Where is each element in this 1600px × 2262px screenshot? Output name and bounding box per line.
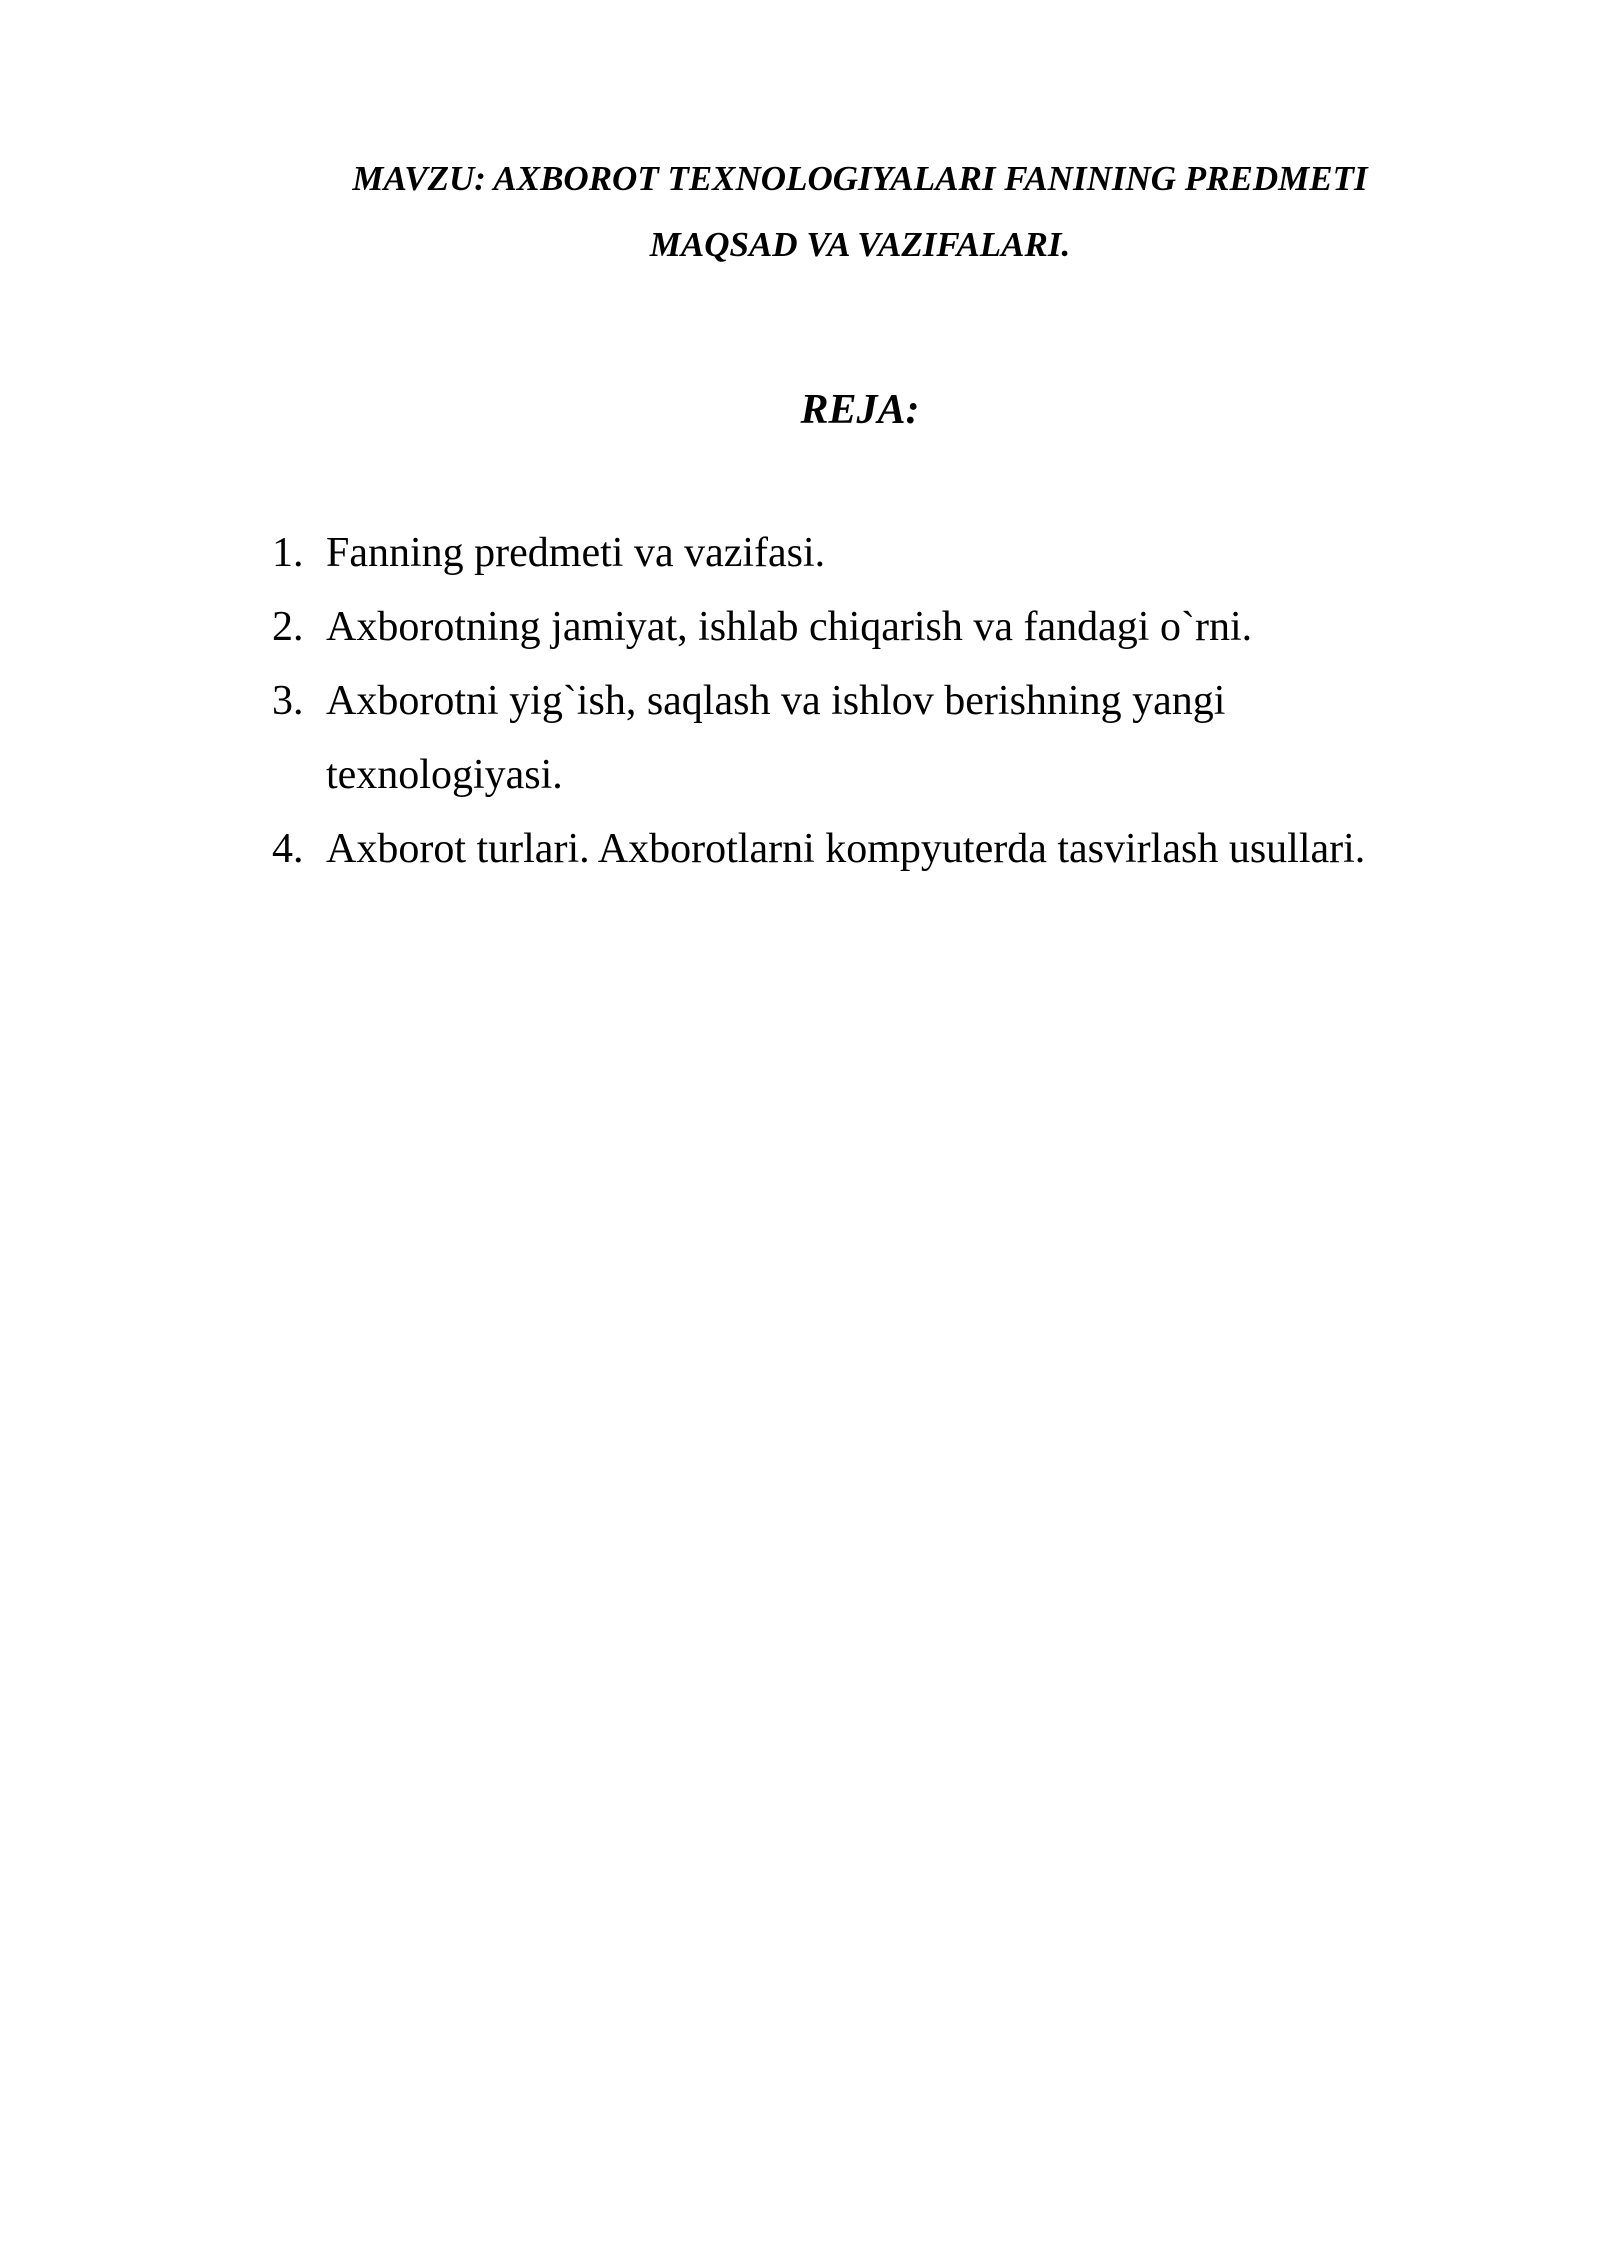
title-line-2: MAQSAD VA VAZIFALARI. bbox=[649, 225, 1071, 264]
plan-item-text: Fanning predmeti va vazifasi. bbox=[326, 530, 826, 576]
plan-item-text: Axborot turlari. Axborotlarni kompyuterda tasvirlash usullari. bbox=[326, 826, 1366, 872]
document-title bbox=[300, 146, 1420, 278]
plan-item bbox=[272, 812, 1452, 886]
plan-item-number: 3. bbox=[272, 678, 304, 724]
plan-item-text: Axborotni yig`ish, saqlash va ishlov berishning yangi texnologiyasi. bbox=[326, 678, 1226, 798]
plan-list bbox=[272, 516, 1452, 886]
plan-item-number: 2. bbox=[272, 604, 304, 650]
plan-item-number: 1. bbox=[272, 530, 304, 576]
title-line-1: MAVZU: AXBOROT TEXNOLOGIYALARI FANINING PREDMETI bbox=[352, 159, 1368, 198]
plan-item bbox=[272, 664, 1452, 812]
plan-item bbox=[272, 516, 1452, 590]
plan-item bbox=[272, 590, 1452, 664]
plan-item-number: 4. bbox=[272, 826, 304, 872]
plan-item-text: Axborotning jamiyat, ishlab chiqarish va fandagi o`rni. bbox=[326, 604, 1253, 650]
plan-heading: REJA: bbox=[800, 387, 920, 433]
